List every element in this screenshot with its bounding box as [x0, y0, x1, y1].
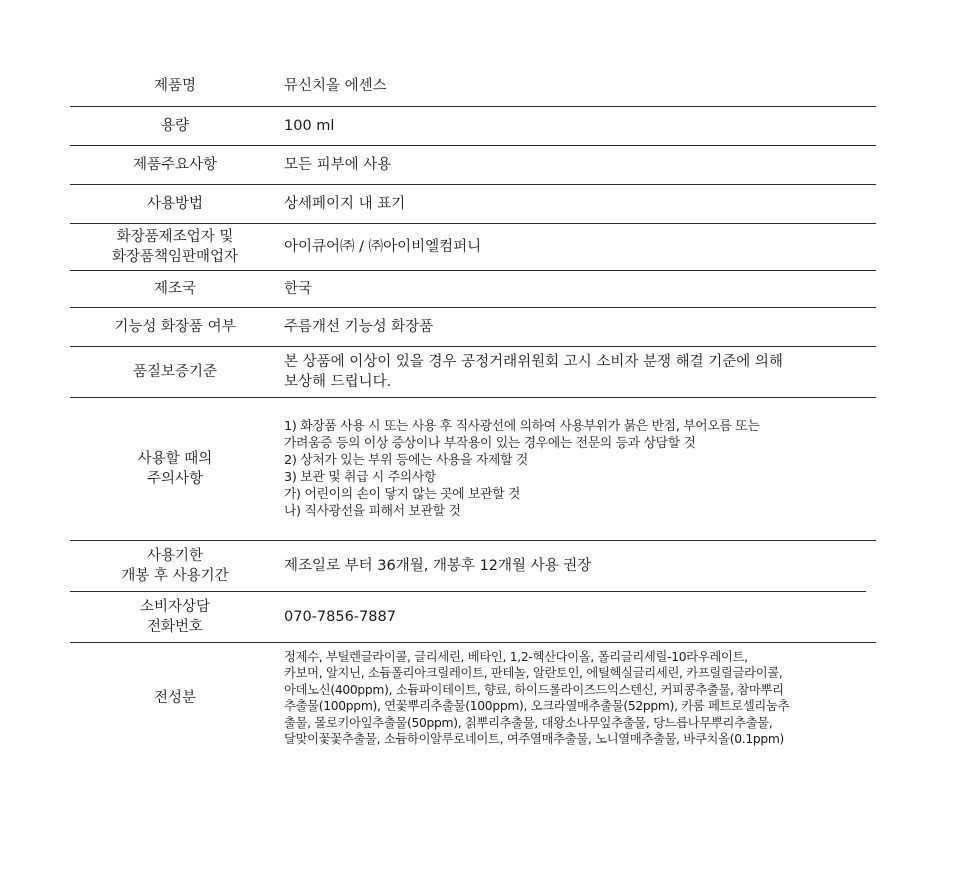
- row-value: 아이큐어㈜ / ㈜아이비엘컴퍼니: [284, 239, 482, 255]
- row-expiry: [70, 541, 876, 591]
- row-label: 소비자상담 전화번호: [139, 599, 211, 635]
- row-label: 품질보증기준: [132, 364, 218, 380]
- row-quality-guarantee: [70, 347, 876, 397]
- product-info-table: [70, 66, 876, 753]
- row-value: 본 상품에 이상이 있을 경우 공정거래위원회 고시 소비자 분쟁 해결 기준에 의해 보상해 드립니다.: [284, 354, 783, 390]
- row-value: 상세페이지 내 표기: [284, 196, 406, 212]
- row-volume: [70, 107, 876, 145]
- row-label: 제품명: [153, 78, 197, 94]
- row-value: 1) 화장품 사용 시 또는 사용 후 직사광선에 의하여 사용부위가 붉은 반점, 부어오름 또는 가려움증 등의 이상 증상이나 부작용이 있는 경우에는 전문의 등과 상담할 것 2) 상처가 있는 부위 등에는 사용을 자제할 것 3) 보관 및 취급 시 주의사항 가) 어린이의 손이 닿지 않는 곳에 보관할 것 나) 직사광선을 피해서 보관할 것: [284, 419, 760, 519]
- row-precautions: [70, 398, 876, 540]
- row-label: 사용기한 개봉 후 사용기간: [121, 548, 229, 584]
- row-value: 100 ml: [284, 118, 335, 134]
- row-value: 070-7856-7887: [284, 609, 396, 625]
- row-label: 사용방법: [146, 196, 204, 212]
- row-manufacturer: [70, 224, 876, 270]
- row-label: 사용할 때의 주의사항: [137, 451, 213, 487]
- row-customer-service: [70, 592, 876, 642]
- row-key-notes: [70, 146, 876, 184]
- row-label: 제품주요사항: [132, 157, 218, 173]
- row-label: 기능성 화장품 여부: [114, 319, 236, 335]
- row-label: 화장품제조업자 및 화장품책임판매업자: [111, 229, 239, 265]
- row-value: 정제수, 부틸렌글라이콜, 글리세린, 베타인, 1,2-헥산다이올, 폴리글리세릴-10라우레이트, 카보머, 알지닌, 소듐폴리아크릴레이트, 판테놀, 알란토인, 에틸헥실글리세린, 카프릴릴글라이콜, 아데노신(400ppm), 소듐파이테이트, 향료, 하이드롤라이즈드익스텐신, 커피콩추출물, 참마뿌리 추출물(100ppm), 연꽃뿌리추출물(100ppm), 오크라열매추출물(52ppm), 카룸 페트로셀리눔추 출물, 몰로키아잎추출물(50ppm), 칡뿌리추출물, 대왕소나무잎추출물, 당느릅나무뿌리추출물, 달맞이꽃꽃추출물, 소듐하이알루로네이트, 여주열매추출물, 노니열매추출물, 바쿠치올(0.1ppm): [284, 649, 790, 746]
- row-value: 주름개선 기능성 화장품: [284, 319, 434, 335]
- row-ingredients: [70, 643, 876, 753]
- row-label: 용량: [160, 118, 189, 134]
- row-product-name: [70, 66, 876, 106]
- row-usage: [70, 185, 876, 223]
- row-country: [70, 271, 876, 307]
- row-label: 전성분: [153, 690, 197, 706]
- row-value: 모든 피부에 사용: [284, 157, 392, 173]
- row-value: 뮤신치올 에센스: [284, 78, 387, 94]
- row-value: 제조일로 부터 36개월, 개봉후 12개월 사용 권장: [284, 558, 592, 574]
- row-functional: [70, 308, 876, 346]
- row-label: 제조국: [153, 281, 197, 297]
- row-value: 한국: [284, 281, 313, 297]
